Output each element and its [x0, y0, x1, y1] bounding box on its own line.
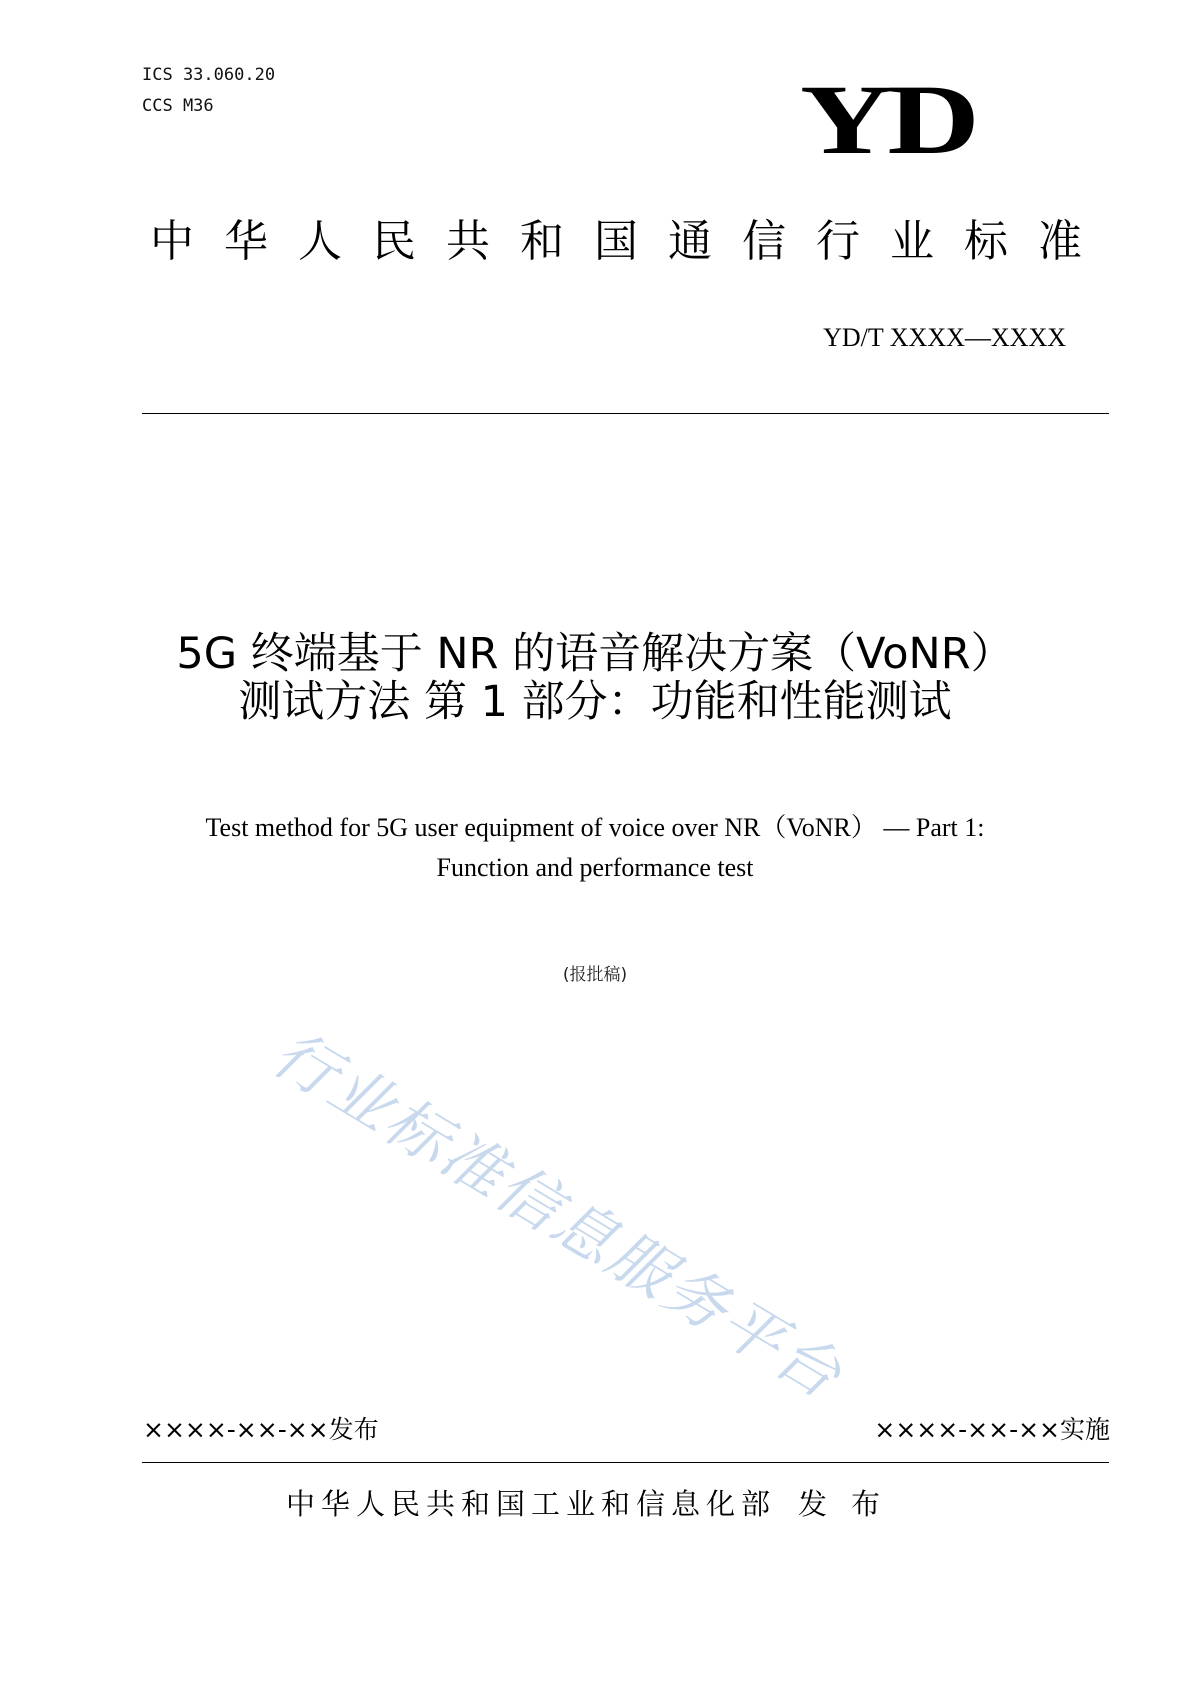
issuer — [0, 1487, 1190, 1521]
footer-divider — [142, 1462, 1109, 1463]
issuer-name: 中华人民共和国工业和信息化部 — [285, 1487, 776, 1521]
ics-code: ICS 33.060.20 — [142, 65, 276, 85]
classification-codes — [142, 60, 275, 122]
implement-date: ××××-××-××实施 — [874, 1415, 1110, 1444]
draft-status: (报批稿) — [562, 965, 628, 985]
header-divider — [142, 413, 1109, 414]
yd-logo: YD — [800, 64, 975, 175]
document-title-en — [0, 808, 1190, 888]
publish-date: ××××-××-××发布 — [143, 1415, 379, 1444]
title-zh-line1: 5G 终端基于 NR 的语音解决方案（VoNR） — [176, 629, 1014, 679]
watermark: 行业标准信息服务平台 — [260, 1016, 856, 1414]
ccs-code: CCS M36 — [142, 96, 214, 116]
title-zh-line2: 测试方法 第 1 部分：功能和性能测试 — [238, 677, 952, 728]
document-title-zh — [0, 630, 1190, 726]
issuer-verb: 发布 — [798, 1487, 905, 1521]
title-en-line2: Function and performance test — [436, 853, 754, 882]
standard-number: YD/T XXXX—XXXX — [823, 323, 1066, 352]
title-en-line1: Test method for 5G user equipment of voice over NR（VoNR） — Part 1: — [205, 813, 985, 842]
standard-category: 中华人民共和国通信行业标准 — [150, 216, 1112, 267]
